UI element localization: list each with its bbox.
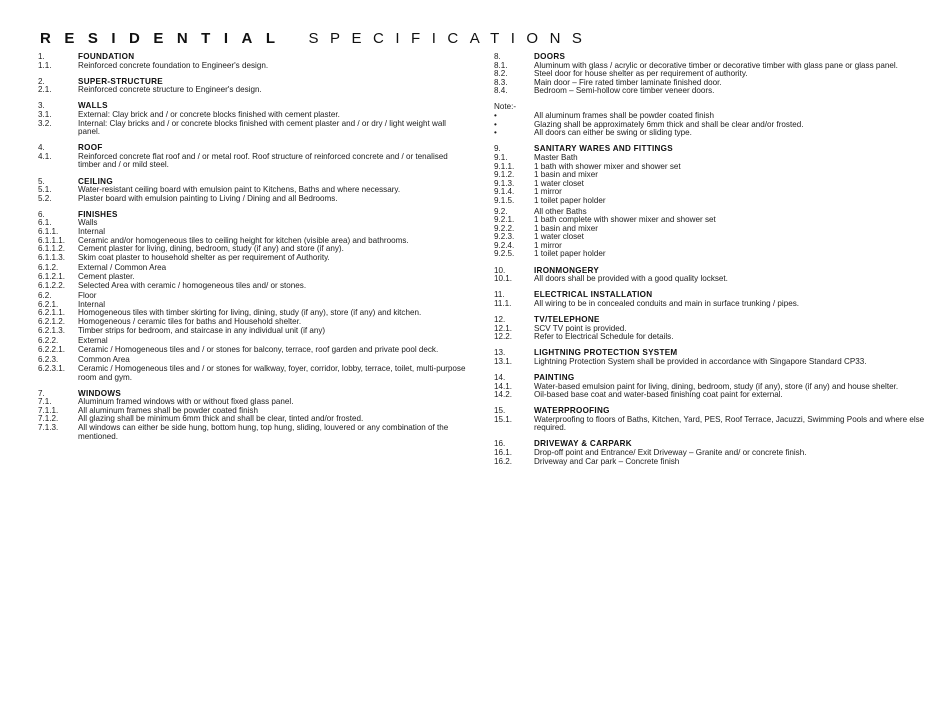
item-text: All doors shall be provided with a good quality lockset. bbox=[534, 274, 728, 284]
section-heading bbox=[38, 211, 468, 220]
item-text: Lightning Protection System shall be provided in accordance with Singapore Standard CP33. bbox=[534, 356, 867, 366]
item-text: 1 water closet bbox=[534, 178, 584, 188]
item-number: 10.1. bbox=[494, 274, 513, 284]
item-number: 5.2. bbox=[38, 193, 52, 203]
spec-section bbox=[38, 144, 468, 170]
item-number: 9.1.1. bbox=[494, 161, 515, 171]
heading-text: CEILING bbox=[78, 176, 113, 186]
item-number: 4. bbox=[38, 143, 45, 153]
item-text: Ceramic and/or homogeneous tiles to ceiling height for kitchen (visible area) and bathrooms. bbox=[78, 235, 409, 245]
item-text: Selected Area with ceramic / homogeneous tiles and/ or stones. bbox=[78, 280, 307, 290]
item-number: 6.1.2.1. bbox=[38, 271, 66, 281]
spec-item bbox=[494, 129, 934, 138]
item-text: Master Bath bbox=[534, 152, 578, 162]
item-text: All glazing shall be minimum 6mm thick and shall be clear, tinted and/or frosted. bbox=[78, 414, 364, 424]
item-number: 11.1. bbox=[494, 298, 512, 308]
spec-section bbox=[494, 374, 934, 400]
item-number: 6.1.2. bbox=[38, 263, 59, 273]
item-text: Cement plaster. bbox=[78, 271, 135, 281]
spec-item bbox=[494, 416, 934, 433]
item-text: All doors can either be swing or sliding type. bbox=[534, 128, 692, 138]
item-text: SCV TV point is provided. bbox=[534, 323, 627, 333]
item-number: 9.2.2. bbox=[494, 223, 515, 233]
item-text: 1 toilet paper holder bbox=[534, 195, 606, 205]
item-text: Reinforced concrete flat roof and / or metal roof. Roof structure of reinforced concrete and / or tenalised timber and / or mild steel. bbox=[78, 151, 448, 170]
item-text: Ceramic / Homogeneous tiles and / or stones for balcony, terrace, roof garden and private pool deck. bbox=[78, 344, 439, 354]
item-text: 1 water closet bbox=[534, 232, 584, 242]
title-word-residential: RESIDENTIAL bbox=[40, 30, 289, 47]
spec-section bbox=[38, 211, 468, 382]
item-number: 8.3. bbox=[494, 77, 508, 87]
item-number: 16.1. bbox=[494, 448, 513, 458]
item-number: 12. bbox=[494, 314, 506, 324]
item-text: 1 toilet paper holder bbox=[534, 249, 606, 259]
item-text: Bedroom – Semi-hollow core timber veneer doors. bbox=[534, 86, 715, 96]
item-text: Drop-off point and Entrance/ Exit Driveway – Granite and/ or concrete finish. bbox=[534, 448, 807, 458]
item-number: 6.1.2.2. bbox=[38, 280, 66, 290]
spec-item bbox=[494, 250, 934, 259]
item-text: Internal bbox=[78, 299, 105, 309]
item-text: External / Common Area bbox=[78, 263, 167, 273]
heading-text: DOORS bbox=[534, 52, 566, 61]
spec-item bbox=[494, 358, 934, 367]
item-number: 7.1.2. bbox=[38, 414, 59, 424]
item-number: 6.1.1. bbox=[38, 227, 59, 236]
item-text: 1 bath with shower mixer and shower set bbox=[534, 161, 681, 171]
item-text: Internal bbox=[78, 227, 105, 236]
heading-text: PAINTING bbox=[534, 372, 575, 382]
spec-section bbox=[494, 440, 934, 466]
item-text: Refer to Electrical Schedule for details. bbox=[534, 332, 674, 342]
spec-section bbox=[494, 291, 934, 308]
item-number: 6. bbox=[38, 209, 45, 219]
item-text: Plaster board with emulsion painting to Living / Dining and all Bedrooms. bbox=[78, 193, 338, 203]
item-number: 4.1. bbox=[38, 151, 52, 161]
spec-section bbox=[494, 53, 934, 96]
item-number: 6.1.1.2. bbox=[38, 244, 66, 254]
item-number: 15.1. bbox=[494, 414, 513, 424]
item-number: 9.2. bbox=[494, 206, 508, 216]
item-number: 6.2. bbox=[38, 291, 52, 301]
heading-text: WALLS bbox=[78, 101, 108, 111]
item-text: Oil-based base coat and water-based finishing coat paint for external. bbox=[534, 390, 783, 400]
item-number: • bbox=[494, 119, 497, 129]
spec-item bbox=[38, 327, 468, 336]
spec-item bbox=[494, 300, 934, 309]
spec-section bbox=[494, 103, 934, 137]
item-number: 10. bbox=[494, 265, 506, 275]
spec-item bbox=[494, 391, 934, 400]
item-text: External bbox=[78, 336, 108, 346]
item-text: Aluminum with glass / acrylic or decorative timber or decorative timber with glass pane or glass panel. bbox=[534, 60, 898, 70]
item-text: Internal: Clay bricks and / or concrete blocks finished with cement plaster and / or dry / light weight wall panel. bbox=[78, 118, 446, 137]
item-number: 8.2. bbox=[494, 69, 508, 79]
item-number: 14. bbox=[494, 372, 506, 382]
spec-section bbox=[494, 145, 934, 259]
spec-item bbox=[38, 195, 468, 204]
item-text: Walls bbox=[78, 218, 98, 228]
item-text: Water-resistant ceiling board with emulsion paint to Kitchens, Baths and where necessary. bbox=[78, 185, 401, 195]
heading-text: SUPER-STRUCTURE bbox=[78, 76, 163, 86]
item-number: 14.1. bbox=[494, 381, 513, 391]
item-text: All windows can either be side hung, bottom hung, top hung, sliding, louvered or any combination of the mentioned. bbox=[78, 422, 449, 441]
item-text: 1 mirror bbox=[534, 187, 562, 197]
item-text: All aluminum frames shall be powder coated finish bbox=[78, 405, 258, 415]
item-number: 2.1. bbox=[38, 85, 52, 95]
item-text: Water-based emulsion paint for living, dining, bedroom, study (if any), store (if any) and house shelter. bbox=[534, 381, 899, 391]
item-text: Waterproofing to floors of Baths, Kitchen, Yard, PES, Roof Terrace, Jacuzzi, Swimming Pools and where else required. bbox=[534, 414, 925, 433]
spec-item bbox=[38, 153, 468, 170]
item-number: 16. bbox=[494, 439, 506, 449]
item-number: 11. bbox=[494, 290, 505, 300]
heading-text: FOUNDATION bbox=[78, 52, 135, 61]
item-text: Reinforced concrete foundation to Engineer's design. bbox=[78, 60, 269, 70]
item-text: All other Baths bbox=[534, 206, 587, 216]
spec-item bbox=[38, 282, 468, 291]
spec-section bbox=[494, 407, 934, 433]
item-number: 8. bbox=[494, 52, 501, 61]
item-number: 3.1. bbox=[38, 109, 52, 119]
item-number: 13. bbox=[494, 348, 506, 358]
item-number: 6.2.1. bbox=[38, 299, 59, 309]
spec-section bbox=[38, 53, 468, 70]
spec-item bbox=[38, 346, 468, 355]
item-number: 16.2. bbox=[494, 456, 513, 466]
item-number: 6.2.3.1. bbox=[38, 363, 66, 373]
heading-text: ROOF bbox=[78, 143, 103, 153]
page-title bbox=[40, 30, 593, 47]
spec-item bbox=[494, 87, 934, 96]
item-text: Common Area bbox=[78, 355, 130, 365]
item-number: 1. bbox=[38, 52, 45, 61]
item-number: 9.2.5. bbox=[494, 249, 515, 259]
item-number: 9.2.3. bbox=[494, 232, 515, 242]
item-number: 9.1.2. bbox=[494, 170, 515, 180]
item-text: Steel door for house shelter as per requirement of authority. bbox=[534, 69, 748, 79]
spec-section bbox=[38, 102, 468, 136]
item-number: 6.2.1.3. bbox=[38, 325, 66, 335]
spec-section bbox=[494, 349, 934, 366]
heading-text: IRONMONGERY bbox=[534, 265, 600, 275]
item-number: 12.2. bbox=[494, 332, 513, 342]
item-text: Main door – Fire rated timber laminate finished door. bbox=[534, 77, 722, 87]
item-number: 9.1. bbox=[494, 152, 508, 162]
left-column bbox=[38, 53, 468, 449]
item-text: 1 mirror bbox=[534, 240, 562, 250]
heading-text: FINISHES bbox=[78, 209, 118, 219]
item-number: 7.1.3. bbox=[38, 422, 59, 432]
spec-item bbox=[494, 333, 934, 342]
spec-section bbox=[38, 390, 468, 442]
item-number: • bbox=[494, 111, 497, 121]
item-number: 6.2.2. bbox=[38, 336, 59, 346]
item-number: 14.2. bbox=[494, 390, 513, 400]
item-number: 7.1.1. bbox=[38, 405, 59, 415]
heading-text: WATERPROOFING bbox=[534, 406, 610, 416]
item-number: • bbox=[494, 128, 497, 138]
item-number: 9.1.3. bbox=[494, 178, 515, 188]
item-number: 9.2.4. bbox=[494, 240, 515, 250]
item-number: 9. bbox=[494, 144, 501, 154]
item-number: 9.1.4. bbox=[494, 187, 515, 197]
item-text: Homogeneous tiles with timber skirting for living, dining, study (if any), store (if any) and kitchen. bbox=[78, 308, 422, 318]
heading-text: ELECTRICAL INSTALLATION bbox=[534, 290, 653, 300]
item-number: 6.2.2.1. bbox=[38, 344, 66, 354]
item-text: 1 basin and mixer bbox=[534, 170, 598, 180]
item-text: Ceramic / Homogeneous tiles and / or stones for walkway, foyer, corridor, lobby, terrace, toilet, multi-purpose room and gym. bbox=[78, 363, 466, 382]
item-number: 6.2.3. bbox=[38, 355, 59, 365]
spec-item bbox=[38, 365, 468, 382]
item-number: 1.1. bbox=[38, 60, 52, 70]
item-number: 13.1. bbox=[494, 356, 513, 366]
item-text: Skim coat plaster to household shelter as per requirement of Authority. bbox=[78, 252, 330, 262]
item-number: 6.2.1.1. bbox=[38, 308, 66, 318]
spec-item bbox=[494, 197, 934, 206]
item-number: 2. bbox=[38, 76, 45, 86]
item-number: 9.2.1. bbox=[494, 215, 515, 225]
heading-text: TV/TELEPHONE bbox=[534, 314, 600, 324]
spec-item bbox=[38, 62, 468, 71]
spec-item bbox=[494, 275, 934, 284]
item-text: Reinforced concrete structure to Engineer's design. bbox=[78, 85, 262, 95]
right-column bbox=[494, 53, 934, 474]
spec-section bbox=[494, 267, 934, 284]
item-number: 5. bbox=[38, 176, 45, 186]
item-text: Homogeneous / ceramic tiles for baths and Household shelter. bbox=[78, 316, 302, 326]
item-number: 6.1.1.1. bbox=[38, 235, 66, 245]
item-text: Timber strips for bedroom, and staircase in any individual unit (if any) bbox=[78, 325, 326, 335]
spec-item bbox=[38, 254, 468, 263]
item-number: 3.2. bbox=[38, 118, 52, 128]
item-number: 5.1. bbox=[38, 185, 52, 195]
heading-text: SANITARY WARES AND FITTINGS bbox=[534, 144, 673, 154]
item-number: 6.1. bbox=[38, 218, 52, 228]
item-number: 9.1.5. bbox=[494, 195, 515, 205]
item-number: 8.4. bbox=[494, 86, 508, 96]
item-text: Glazing shall be approximately 6mm thick and shall be clear and/or frosted. bbox=[534, 119, 804, 129]
spec-item bbox=[494, 458, 934, 467]
item-number: 12.1. bbox=[494, 323, 513, 333]
item-text: All wiring to be in concealed conduits and main in surface trunking / pipes. bbox=[534, 298, 799, 308]
heading-text: WINDOWS bbox=[78, 388, 122, 398]
item-text: Driveway and Car park – Concrete finish bbox=[534, 456, 680, 466]
item-number: 6.1.1.3. bbox=[38, 252, 66, 262]
item-text: 1 bath complete with shower mixer and shower set bbox=[534, 215, 716, 225]
spec-section bbox=[38, 78, 468, 95]
item-text: 1 basin and mixer bbox=[534, 223, 598, 233]
spec-item bbox=[38, 86, 468, 95]
item-text: Cement plaster for living, dining, bedroom, study (if any) and store (if any). bbox=[78, 244, 344, 254]
spec-section bbox=[494, 316, 934, 342]
item-text: External: Clay brick and / or concrete blocks finished with cement plaster. bbox=[78, 109, 340, 119]
item-number: Note:- bbox=[494, 102, 517, 112]
item-number: 6.2.1.2. bbox=[38, 316, 66, 326]
item-number: 8.1. bbox=[494, 60, 508, 70]
item-text: Floor bbox=[78, 291, 97, 301]
item-number: 3. bbox=[38, 101, 45, 111]
item-text: All aluminum frames shall be powder coated finish bbox=[534, 111, 714, 121]
item-number: 7. bbox=[38, 388, 45, 398]
heading-text: LIGHTNING PROTECTION SYSTEM bbox=[534, 348, 678, 358]
item-text: Aluminum framed windows with or without fixed glass panel. bbox=[78, 397, 294, 407]
spec-item bbox=[38, 120, 468, 137]
heading-text: DRIVEWAY & CARPARK bbox=[534, 439, 632, 449]
title-word-specifications: SPECIFICATIONS bbox=[308, 30, 594, 47]
spec-item bbox=[38, 424, 468, 441]
spec-section bbox=[38, 178, 468, 204]
item-number: 7.1. bbox=[38, 397, 52, 407]
item-number: 15. bbox=[494, 406, 506, 416]
